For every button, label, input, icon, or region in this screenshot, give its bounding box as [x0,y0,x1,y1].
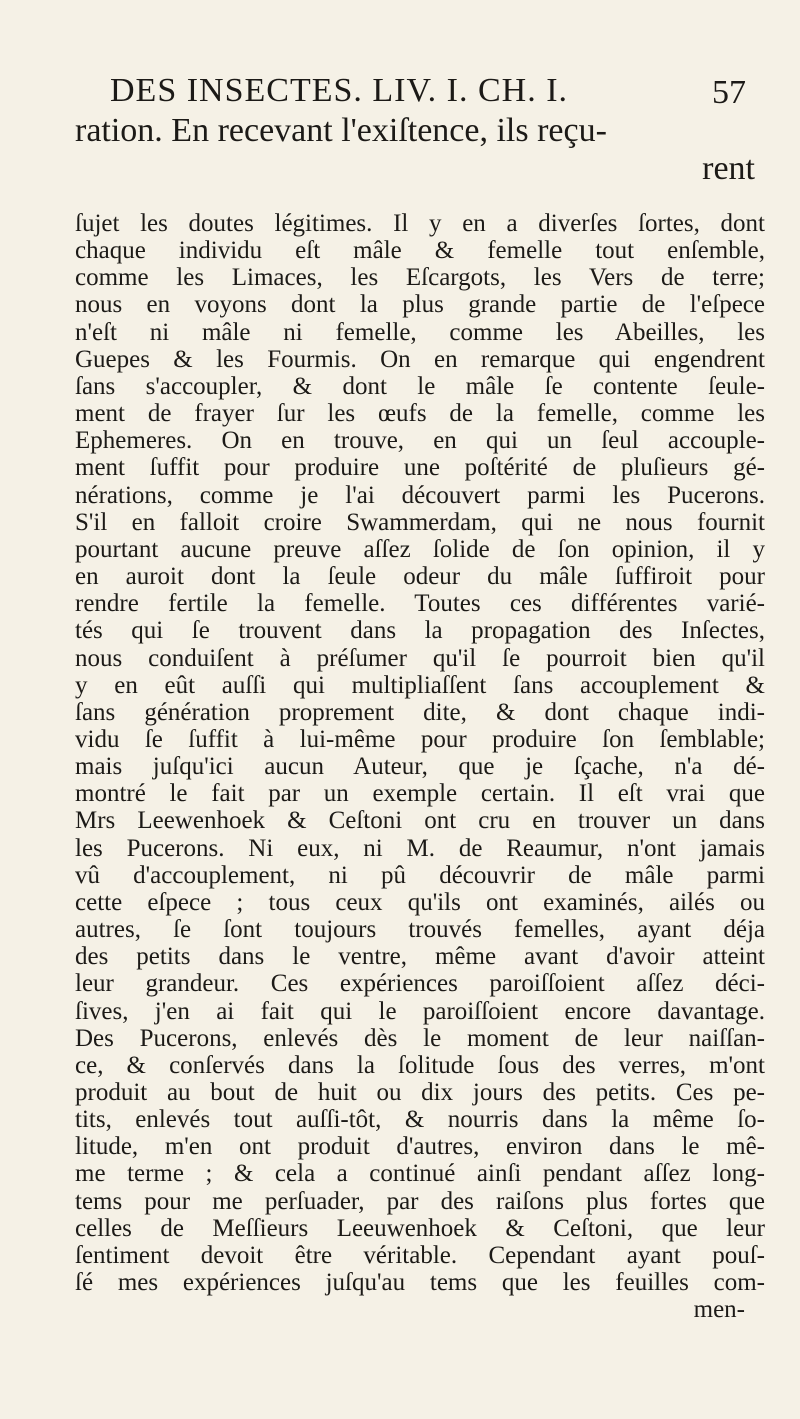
text-line: vidu ſe ſuffit à lui-même pour produire ſon ſemblable; [75,725,765,753]
text-line: cette eſpece ; tous ceux qu'ils ont examinés, ailés ou [75,888,765,916]
opening-lines [75,112,755,188]
text-line: en auroit dont la ſeule odeur du mâle ſuffiroit pour [75,563,765,591]
text-line: mais juſqu'ici aucun Auteur, que je ſçache, n'a dé- [75,753,765,781]
text-line: me terme ; & cela a continué ainſi pendant aſſez long- [75,1160,765,1188]
text-line: nous en voyons dont la plus grande partie de l'eſpece [75,291,765,319]
text-line: ſans génération proprement dite, & dont chaque indi- [75,698,765,726]
catchword: men- [693,1296,745,1324]
text-line: des petits dans le ventre, même avant d'avoir atteint [75,943,765,971]
text-line: comme les Limaces, les Eſcargots, les Vers de terre; [75,264,765,292]
text-line: pourtant aucune preuve aſſez ſolide de ſon opinion, il y [75,535,765,563]
text-line: ſives, j'en ai fait qui le paroiſſoient encore davantage. [75,997,765,1025]
catchword-line: rent [702,150,755,187]
text-line: ſujet les doutes légitimes. Il y en a diverſes ſortes, dont [75,210,765,237]
text-line: litude, m'en ont produit d'autres, environ dans le mê- [75,1133,765,1161]
body-text [75,210,765,1323]
text-line: Des Pucerons, enlevés dès le moment de leur naiſſan- [75,1024,765,1052]
text-line: ſans s'accoupler, & dont le mâle ſe contente ſeule- [75,372,765,400]
text-line: montré le fait par un exemple certain. Il eſt vrai que [75,780,765,808]
text-line: ce, & conſervés dans la ſolitude ſous des verres, m'ont [75,1051,765,1079]
text-line: ment ſuffit pour produire une poſtérité de pluſieurs gé- [75,454,765,482]
page-number: 57 [712,74,746,111]
text-line: rendre fertile la femelle. Toutes ces différentes varié- [75,590,765,618]
text-line: tits, enlevés tout auſſi-tôt, & nourris dans la même ſo- [75,1106,765,1134]
text-line: autres, ſe ſont toujours trouvés femelles, ayant déja [75,916,765,944]
text-line: ration. En recevant l'exiſtence, ils reçu- [75,112,607,149]
text-line: y en eût auſſi qui multipliaſſent ſans accouplement & [75,671,765,699]
text-line: leur grandeur. Ces expériences paroiſſoient aſſez déci- [75,970,765,998]
text-line: produit au bout de huit ou dix jours des petits. Ces pe- [75,1079,765,1106]
text-line: Guepes & les Fourmis. On en remarque qui engendrent [75,345,765,373]
text-line: les Pucerons. Ni eux, ni M. de Reaumur, n'ont jamais [75,834,765,862]
text-line: nérations, comme je l'ai découvert parmi les Pucerons. [75,481,765,509]
text-line: tems pour me perſuader, par des raiſons plus fortes que [75,1187,765,1215]
running-head: DES INSECTES. LIV. I. CH. I. [110,72,569,109]
text-line: n'eſt ni mâle ni femelle, comme les Abeilles, les [75,318,765,346]
text-line: S'il en falloit croire Swammerdam, qui ne nous fournit [75,508,765,536]
text-line: ſé mes expériences juſqu'au tems que les feuilles com- [75,1269,765,1297]
text-line: Mrs Leewenhoek & Ceſtoni ont cru en trouver un dans [75,807,765,835]
text-line: ment de frayer ſur les œufs de la femelle, comme les [75,400,765,428]
text-line: vû d'accouplement, ni pû découvrir de mâle parmi [75,861,765,889]
text-line: Ephemeres. On en trouve, en qui un ſeul accouple- [75,427,765,455]
text-line: ſentiment devoit être véritable. Cependant ayant pouſ- [75,1241,765,1269]
text-line: tés qui ſe trouvent dans la propagation des Inſectes, [75,617,765,645]
text-line: nous conduiſent à préſumer qu'il ſe pourroit bien qu'il [75,644,765,672]
text-line: celles de Meſſieurs Leeuwenhoek & Ceſtoni, que leur [75,1214,765,1242]
text-line: chaque individu eſt mâle & femelle tout enſemble, [75,237,765,265]
